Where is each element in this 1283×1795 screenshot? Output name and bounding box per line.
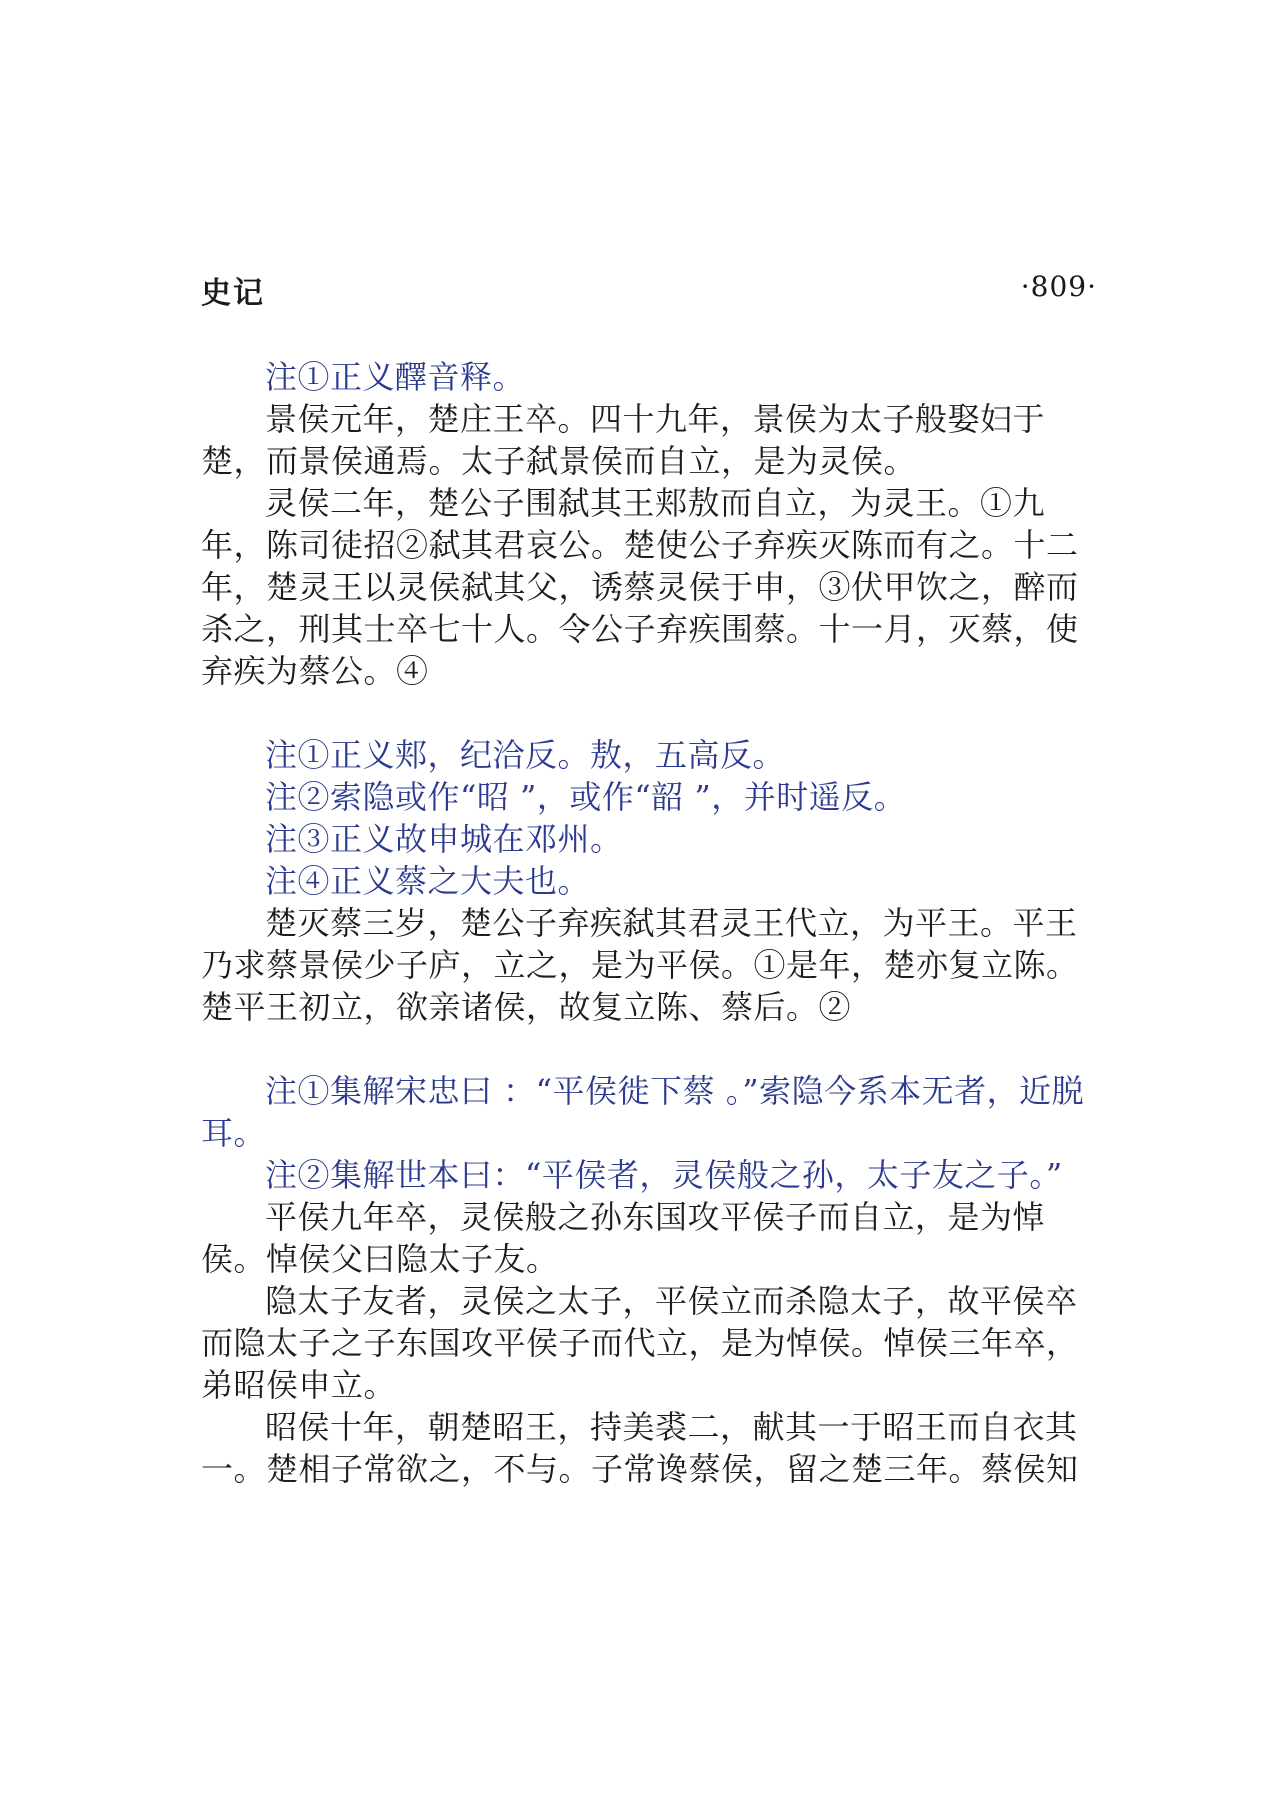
page-body <box>201 356 1097 1490</box>
annotation-paragraph: 注④正义蔡之大夫也。 <box>265 862 591 900</box>
paragraph-gap <box>201 1028 1097 1070</box>
body-paragraph: 隐太子友者，灵侯之太子，平侯立而杀隐太子，故平侯卒而隐太子之子东国攻平侯子而代立，是为悼侯。悼侯三年卒，弟昭侯申立。 <box>201 1282 1079 1404</box>
annotation-paragraph: 注①正义醳音释。 <box>265 358 526 396</box>
annotation-paragraph: 注①集解宋忠曰 ：“平侯徙下蔡 。”索隐今系本无者，近脱耳。 <box>201 1072 1085 1152</box>
body-paragraph: 昭侯十年，朝楚昭王，持美裘二，献其一于昭王而自衣其一。楚相子常欲之，不与。子常谗蔡侯，留之楚三年。蔡侯知 <box>201 1408 1079 1488</box>
paragraph-gap <box>201 692 1097 734</box>
annotation-paragraph: 注①正义郏，纪洽反。敖，五高反。 <box>265 736 786 774</box>
body-paragraph: 景侯元年，楚庄王卒。四十九年，景侯为太子般娶妇于楚，而景侯通焉。太子弑景侯而自立，是为灵侯。 <box>201 400 1046 480</box>
annotation-paragraph: 注②集解世本曰：“平侯者，灵侯般之孙，太子友之子。” <box>265 1156 1063 1194</box>
book-title: 史记 <box>201 276 265 311</box>
annotation-paragraph: 注②索隐或作“昭 ”，或作“韶 ”，并时遥反。 <box>265 778 907 816</box>
page-number: ·809· <box>1020 270 1097 303</box>
body-paragraph: 楚灭蔡三岁，楚公子弃疾弑其君灵王代立，为平王。平王乃求蔡景侯少子庐，立之，是为平侯。①是年，楚亦复立陈。楚平王初立，欲亲诸侯，故复立陈、蔡后。② <box>201 904 1079 1026</box>
body-paragraph: 平侯九年卒，灵侯般之孙东国攻平侯子而自立，是为悼侯。悼侯父曰隐太子友。 <box>201 1198 1046 1278</box>
body-paragraph: 灵侯二年，楚公子围弑其王郏敖而自立，为灵王。①九年，陈司徒招②弑其君哀公。楚使公子弃疾灭陈而有之。十二年，楚灵王以灵侯弑其父，诱蔡灵侯于申，③伏甲饮之，醉而杀之，刑其士卒七十人。令公子弃疾围蔡。十一月，灭蔡，使弃疾为蔡公。④ <box>201 484 1079 690</box>
page-header <box>201 268 1097 312</box>
annotation-paragraph: 注③正义故申城在邓州。 <box>265 820 623 858</box>
